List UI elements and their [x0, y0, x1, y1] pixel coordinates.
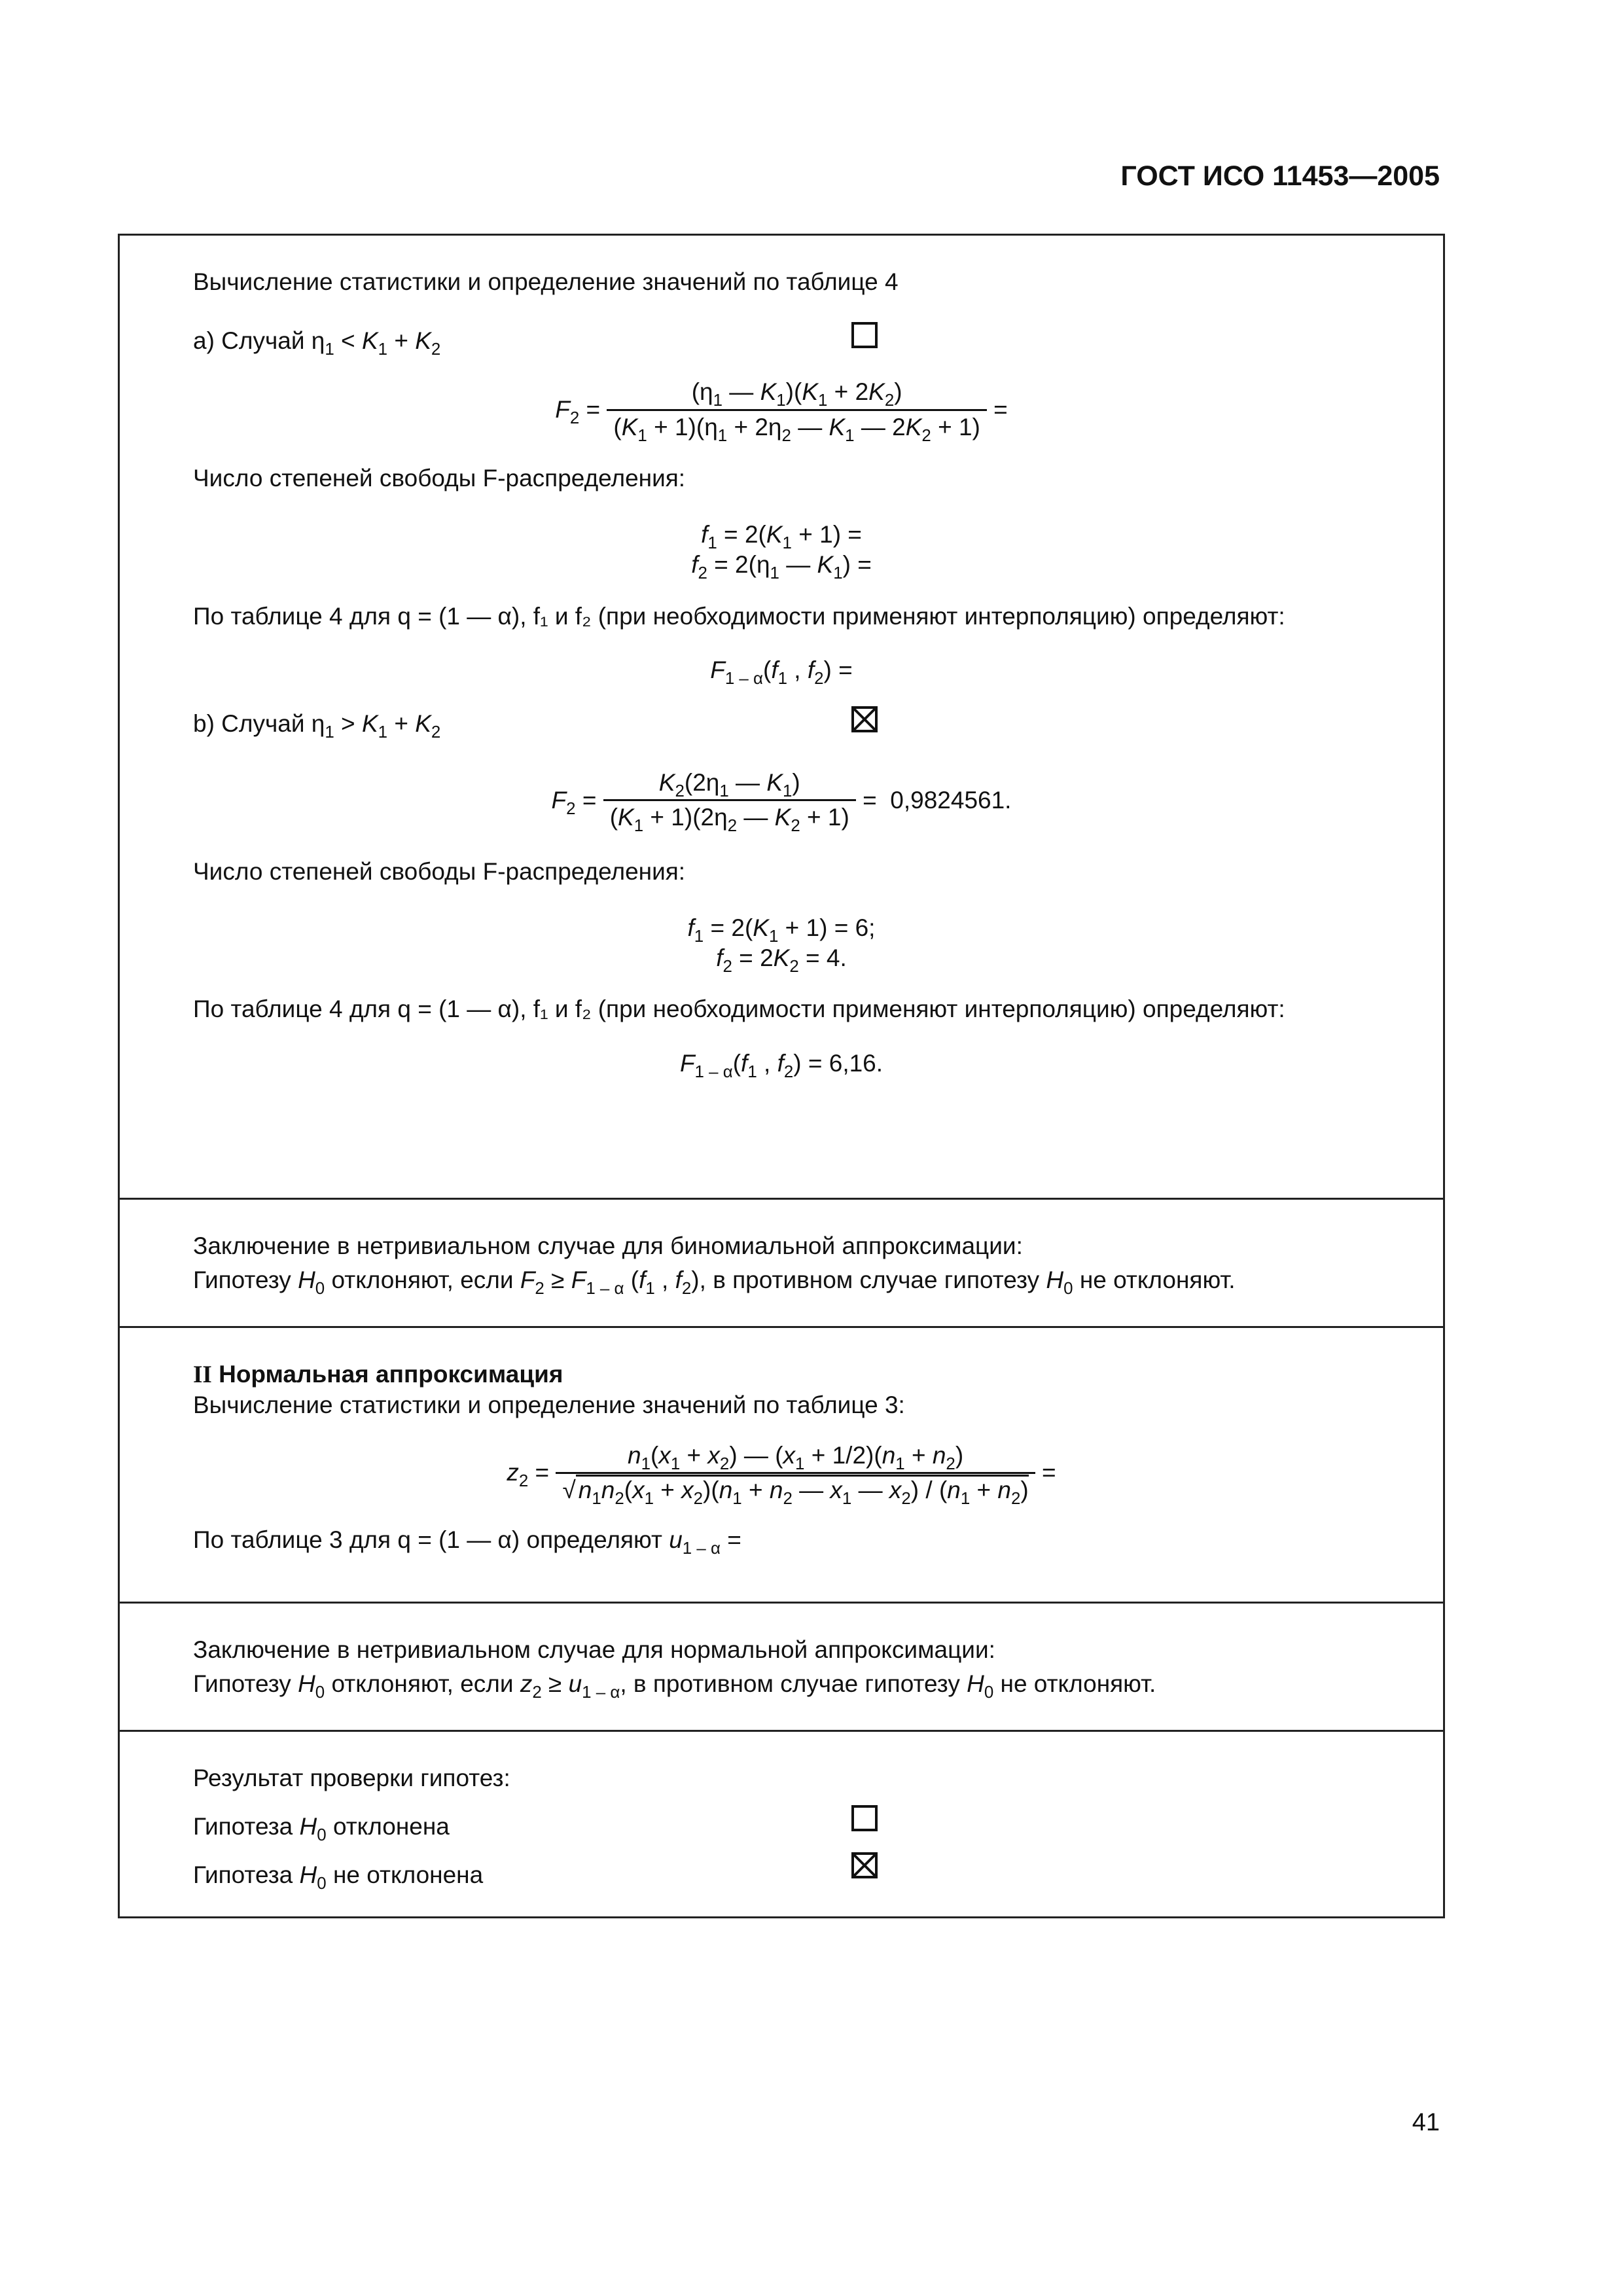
formula-F2-case-a: $F_2$ = $\frac{(\eta_1 — K_1)(K_1 + 2K_2)}{(K_1 + 1)(\eta_1 + 2\eta_2 — K_1 — 2K_2 + 1)}$ =	[555, 378, 1008, 445]
table-text-b: По таблице 4 для q = (1 — α), f₁ и f₂ (при необходимости применяют интерполяцию) определяют:	[193, 996, 1285, 1023]
normal-conclusion-section	[120, 1602, 1443, 1730]
F2-result: 0,9824561.	[890, 786, 1012, 814]
rule-text: Гипотезу	[193, 1266, 291, 1294]
result-section	[120, 1730, 1443, 1916]
binomial-conclusion-title: Заключение в нетривиальном случае для биномиальной аппроксимации:	[193, 1232, 1023, 1259]
rule-text: отклоняют, если	[331, 1266, 514, 1294]
normal-section	[120, 1326, 1443, 1602]
normal-table-label: По таблице 3 для q = (1 — α) определяют	[193, 1526, 662, 1553]
case-a-label: a) Случай	[193, 327, 305, 355]
binomial-section	[120, 236, 1443, 1198]
f2-result: 4.	[826, 944, 847, 971]
normal-title-text: Нормальная аппроксимация	[219, 1361, 563, 1388]
normal-intro: Вычисление статистики и определение значений по таблице 3:	[193, 1391, 905, 1419]
rule-text: в противном случае гипотезу	[713, 1266, 1040, 1294]
result-not-rejected-row: Гипотеза $H_0$ не отклонена	[193, 1860, 1443, 1893]
rule-text: Гипотезу	[193, 1670, 291, 1698]
f1-result: 6;	[855, 914, 876, 941]
rule-text: отклоняют, если	[331, 1670, 514, 1698]
page-number: 41	[1412, 2109, 1440, 2136]
form-frame	[118, 234, 1445, 1918]
case-b-condition: $\eta_1 > K_1 + K_2$	[311, 710, 441, 742]
not-rejected-checkbox[interactable]	[851, 1852, 878, 1878]
normal-title	[193, 1328, 1443, 1390]
quantile-formula-a: $F_{1 - \alpha}(f_1$ , $f_2$) =	[710, 656, 853, 688]
rule-text: не отклоняют.	[1079, 1266, 1236, 1294]
dof-formulas-a: $f_1 = 2(K_1 + 1)$ = $f_2 = 2(\eta_1$ — $K_1$) =	[691, 521, 872, 583]
F-quantile-result: 6,16.	[829, 1049, 883, 1077]
rule-text: не отклоняют.	[1000, 1670, 1156, 1698]
case-a-checkbox[interactable]	[851, 322, 878, 348]
binomial-conclusion-section	[120, 1198, 1443, 1326]
case-b-checkbox[interactable]	[851, 706, 878, 732]
case-a-row	[193, 326, 1443, 359]
case-b-row	[193, 709, 1443, 742]
dof-formulas-b: $f_1 = 2(K_1 + 1) = 6$; $f_2 = 2K_2 = 4$.	[687, 914, 876, 977]
dof-label-b: Число степеней свободы F-распределения:	[193, 857, 686, 885]
formula-F2-case-b: $F_2$ = $\frac{K_2(2\eta_1 — K_1)}{(K_1 + 1)(2\eta_2 — K_2 + 1)}$ = 0,9824561.	[551, 769, 1012, 836]
normal-conclusion-title: Заключение в нетривиальном случае для нормальной аппроксимации:	[193, 1636, 995, 1663]
result-title: Результат проверки гипотез:	[193, 1765, 510, 1791]
document-header: ГОСТ ИСО 11453—2005	[1120, 160, 1440, 192]
case-a-condition: $\eta_1 < K_1 + K_2$	[311, 327, 441, 359]
result-rejected-row: Гипотеза $H_0$ отклонена	[193, 1812, 1443, 1844]
formula-z2: $z_2$ = $\frac{n_1(x_1 + x_2) — (x_1 + 1/2)(n_1 + n_2)}{√ n_1n_2(x_1 + x_2)(n_1 + n_2 — x_1 — x_2) / (n_1 + n_2)}$ =	[507, 1441, 1056, 1508]
normal-conclusion-rule: Гипотезу $H_0$ отклоняют, если $z_2 \ge u_{1 - \alpha}$, в противном случае гипотезу $H_0$ не отклоняют.	[193, 1670, 1156, 1702]
result-suffix: отклонена	[332, 1813, 450, 1840]
case-b-label: b) Случай	[193, 710, 305, 737]
rejected-checkbox[interactable]	[851, 1805, 878, 1831]
result-label: Гипотеза	[193, 1861, 293, 1889]
binomial-conclusion-rule: Гипотезу $H_0$ отклоняют, если $F_2 \ge F_{1 - \alpha}$ ($f_1$ , $f_2$), в противном случае гипотезу $H_0$ не отклоняют.	[193, 1266, 1236, 1299]
dof-label-a: Число степеней свободы F-распределения:	[193, 464, 686, 492]
result-suffix: не отклонена	[332, 1861, 484, 1889]
normal-table-text: По таблице 3 для q = (1 — α) определяют $u_{1 - \alpha}$ =	[193, 1526, 741, 1558]
result-label: Гипотеза	[193, 1813, 293, 1840]
table-text-a: По таблице 4 для q = (1 — α), f₁ и f₂ (при необходимости применяют интерполяцию) определяют:	[193, 602, 1285, 630]
binomial-intro: Вычисление статистики и определение значений по таблице 4	[193, 268, 899, 295]
rule-text: в противном случае гипотезу	[633, 1670, 960, 1698]
quantile-formula-b: $F_{1 - \alpha}(f_1$ , $f_2) = 6,16$.	[679, 1049, 883, 1081]
roman-numeral: II	[193, 1361, 212, 1388]
